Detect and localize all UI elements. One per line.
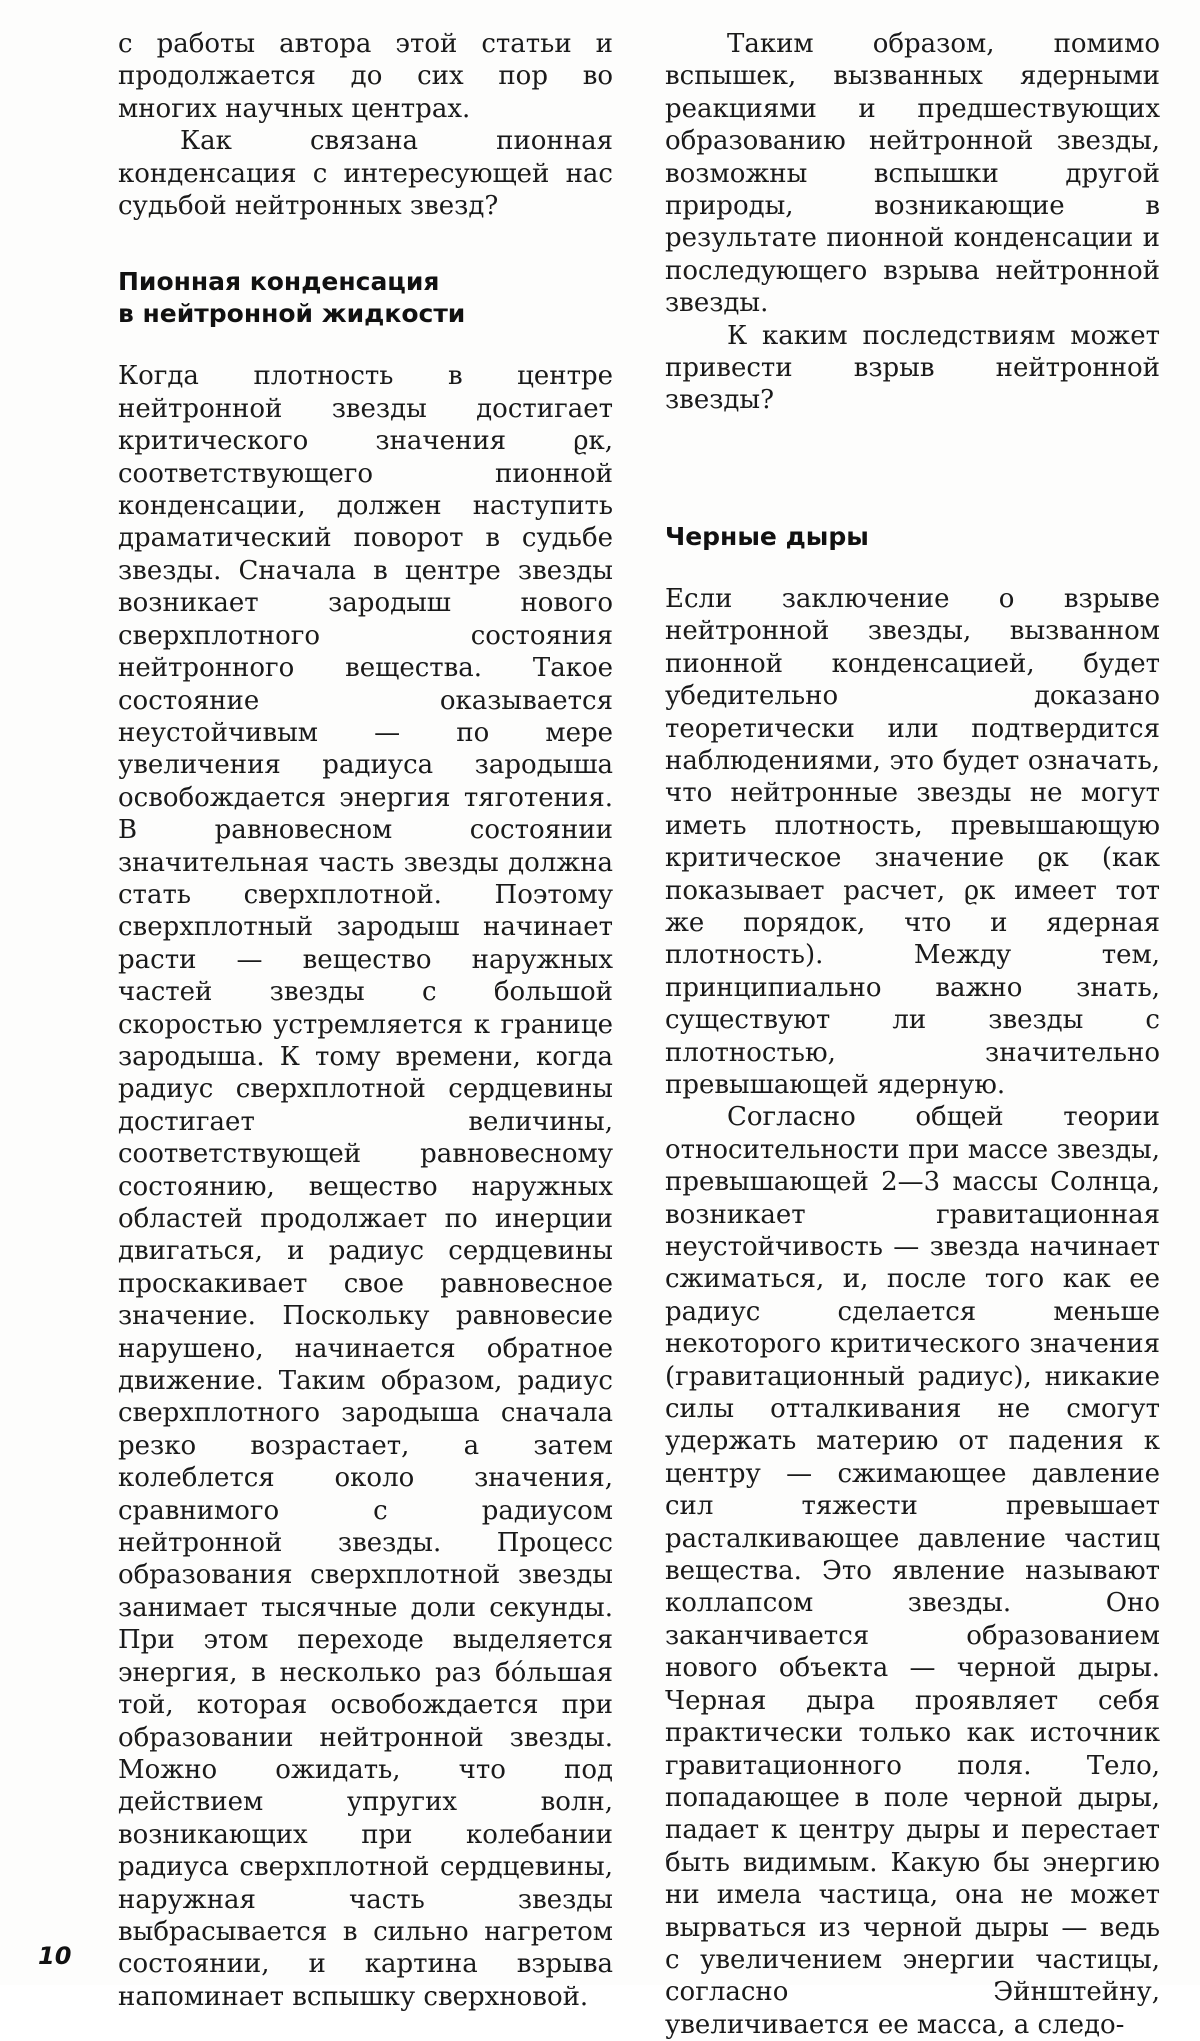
paragraph-question: К каким последствиям может привести взрыв нейтронной звезды? (665, 320, 1160, 416)
page-number: 10 (38, 1942, 72, 1970)
heading-line-2: в нейтронной жидкости (118, 299, 466, 329)
paragraph-question: Как связана пионная конденсация с интересующей нас судьбой нейтронных звезд? (118, 126, 613, 222)
spacer (118, 330, 613, 360)
spacer (118, 222, 613, 266)
spacer (665, 417, 1160, 521)
left-column (118, 28, 613, 2013)
right-column (665, 28, 1160, 2041)
paragraph-body: Согласно общей теории относительности при массе звезды, превышающей 2—3 массы Солнца, возникает гравитационная неустойчивость — звезда начинает сжиматься, и, после того как ее радиус сделается меньше некоторого критического значения (гравитационный радиус), никакие силы отталкивания не смогут удержать материю от падения к центру — сжимающее давление сил тяжести превышает расталкивающее давление частиц вещества. Это явление называют коллапсом звезды. Оно заканчивается образованием нового объекта — черной дыры. Черная дыра проявляет себя практически только как источник гравитационного поля. Тело, попадающее в поле черной дыры, падает к центру дыры и перестает быть видимым. Какую бы энергию ни имела частица, она не может вырваться из черной дыры — ведь с увеличением энергии частицы, согласно Эйнштейну, увеличивается ее масса, а следо- (665, 1102, 1160, 2040)
paragraph-body: Если заключение о взрыве нейтронной звезды, вызванном пионной конденсацией, будет убедительно доказано теоретически или подтвердится наблюдениями, это будет означать, что нейтронные звезды не могут иметь плотность, превышающую критическое значение ϱк (как показывает расчет, ϱк имеет тот же порядок, что и ядерная плотность). Между тем, принципиально важно знать, существуют ли звезды с плотностью, значительно превышающей ядерную. (665, 583, 1160, 1100)
section-heading-pion-condensation (118, 266, 613, 330)
heading-line-1: Пионная конденсация (118, 267, 440, 297)
paragraph-body: Когда плотность в центре нейтронной звезды достигает критического значения ϱк, соответствующего пионной конденсации, должен наступить драматический поворот в судьбе звезды. Сначала в центре звезды возникает зародыш нового сверхплотного состояния нейтронного вещества. Такое состояние оказывается неустойчивым — по мере увеличения радиуса зародыша освобождается энергия тяготения. В равновесном состоянии значительная часть звезды должна стать сверхплотной. Поэтому сверхплотный зародыш начинает расти — вещество наружных частей звезды с большой скоростью устремляется к границе зародыша. К тому времени, когда радиус сверхплотной сердцевины достигает величины, соответствующей равновесному состоянию, вещество наружных областей продолжает по инерции двигаться, и радиус сердцевины проскакивает свое равновесное значение. Поскольку равновесие нарушено, начинается обратное движение. Таким образом, радиус сверхплотного зародыша сначала резко возрастает, а затем колеблется около значения, сравнимого с радиусом нейтронной звезды. Процесс образования сверхплотной звезды занимает тысячные доли секунды. При этом переходе выделяется энергия, в несколько раз бо́льшая той, которая освобождается при образовании нейтронной звезды. Можно ожидать, что под действием упругих волн, возникающих при колебании радиуса сверхплотной сердцевины, наружная часть звезды выбрасывается в сильно нагретом состоянии, и картина взрыва напоминает вспышку сверхновой. (118, 361, 613, 2012)
paragraph-continuation: с работы автора этой статьи и продолжается до сих пор во многих научных центрах. (118, 29, 613, 124)
paragraph-summary: Таким образом, помимо вспышек, вызванных ядерными реакциями и предшествующих образованию нейтронной звезды, возможны вспышки другой природы, возникающие в результате пионной конденсации и последующего взрыва нейтронной звезды. (665, 29, 1160, 319)
section-heading-black-holes: Черные дыры (665, 521, 869, 551)
spacer (665, 553, 1160, 583)
